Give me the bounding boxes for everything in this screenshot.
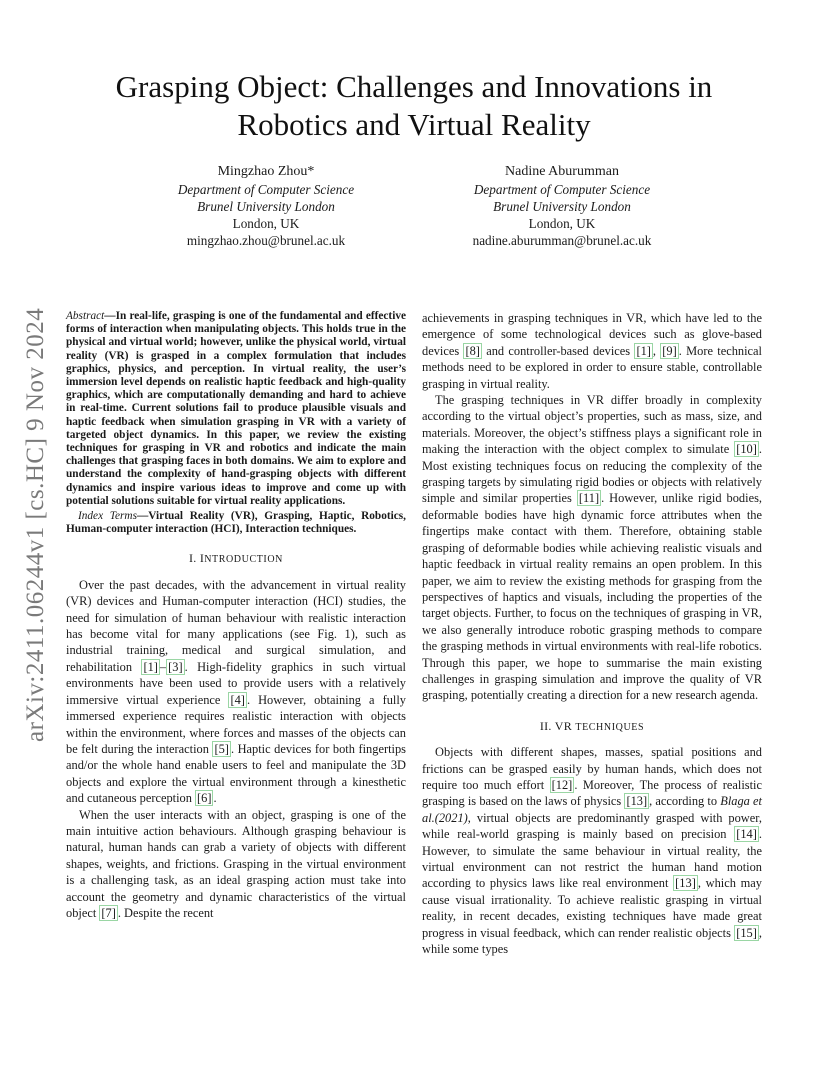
citation-link[interactable]: [4] xyxy=(230,692,245,707)
citation-link[interactable]: [5] xyxy=(214,741,229,756)
author-block-1 xyxy=(148,163,384,249)
abstract-text: In real-life, grasping is one of the fundamental and effective forms of interaction when manipulating objects. This holds true in the physical and virtual world; however, unlike the physical world, virtual reality (VR) is grasped in a complex formulation that includes graphics, physics, and perception. In virtual reality, the user’s immersion level depends on realistic haptic feedback and high-quality graphics, which are computationally demanding and hard to achieve in real-time. Current solutions fail to produce plausible visuals and haptic feedback when simulation grasping in VR with a variety of targeted object dynamics. In this paper, we review the existing techniques for grasping in VR and robotics and indicate the main challenges that grasping faces in both domains. We aim to explore and understand the complexity of hand-grasping objects with different dynamics and inspire various ideas to improve and come up with potential solutions suitable for virtual reality applications. xyxy=(66,310,406,507)
vr-paragraph-1: Objects with different shapes, masses, spatial positions and frictions can be grasped easily by human hands, which does not require too much effort [12] . Moreover, The process of realistic grasping is based on the laws of physics [13] , according to Blaga et al.(2021), virtual objects are predominantly grasped with power, while real-world grasping is mainly based on precision [14] . However, to simulate the same behaviour in virtual reality, the virtual environment can not restrict the human hand motion according to physics laws like real environment [13] , which may cause visual irrationality. To achieve realistic grasping in virtual reality, in recent decades, existing techniques have made great progress in visual feedback, which can render realistic objects [15] , while some types xyxy=(422,745,762,957)
section-heading-introduction: I. INTRODUCTION xyxy=(188,551,284,566)
left-column xyxy=(66,310,406,921)
intro-paragraph-2: When the user interacts with an object, grasping is one of the main intuitive action behaviours. Although grasping behaviour is natural, human hands can grab a variety of objects with different shapes, weights, and frictions. Grasping in the virtual environment is a challenging task, as an ideal grasping action must take into account the geometry and dynamic characteristics of the virtual object [7] . Despite the recent xyxy=(66,807,406,920)
citation-link[interactable]: [15] xyxy=(736,925,757,940)
author-location: London, UK xyxy=(528,216,596,231)
abstract-label: Abstract xyxy=(66,310,105,322)
index-terms: Index Terms—Virtual Reality (VR), Grasping, Haptic, Robotics, Human-computer interaction (HCI), Interaction techniques. xyxy=(66,510,407,536)
intro-paragraph-2-continued: achievements in grasping techniques in VR, which have led to the emergence of some technological devices such as glove-based devices [8] and controller-based devices [1] , [9] . More technical methods need to be explored in order to ensure stable, controllable grasping in virtual reality. xyxy=(422,311,763,391)
author-email[interactable]: nadine.aburumman@brunel.ac.uk xyxy=(472,233,652,248)
author-university: Brunel University London xyxy=(493,199,631,214)
citation-link[interactable]: [7] xyxy=(101,905,116,920)
section-heading-vr-techniques: II. VR TECHNIQUES xyxy=(539,718,645,733)
index-terms-text: Virtual Reality (VR), Grasping, Haptic, Robotics, Human-computer interaction (HCI), Interaction techniques. xyxy=(66,510,407,536)
author-university: Brunel University London xyxy=(197,199,335,214)
author-email[interactable]: mingzhao.zhou@brunel.ac.uk xyxy=(186,233,346,248)
author-name: Nadine Aburumman xyxy=(505,164,619,179)
cited-authors: Blaga et al.(2021) xyxy=(422,794,762,825)
citation-link[interactable]: [10] xyxy=(736,442,757,457)
citation-link[interactable]: [6] xyxy=(197,791,212,806)
intro-paragraph-1: Over the past decades, with the advancement in virtual reality (VR) devices and Human-computer interaction (HCI) studies, the need for simulation of human behaviour with realistic interaction has become vital for many applications (see Fig. 1), such as industrial training, medical and surgical simulation, and rehabilitation [1] – [3] . High-fidelity graphics in such virtual environments have been used to provide users with a relatively immersive virtual experience [4] . However, obtaining a fully immersed experience requires realistic interaction with objects within the environment, where forces and masses of the objects can be felt during the interaction [5] . Haptic devices for both fingertips and/or the whole hand enable users to feel and manipulate the 3D objects and explore the virtual environment through a kinesthetic and cutaneous perception [6] . xyxy=(66,577,406,806)
author-name: Mingzhao Zhou* xyxy=(217,164,315,179)
citation-link[interactable]: [8] xyxy=(465,343,480,358)
citation-link[interactable]: [9] xyxy=(662,343,677,358)
author-block-2 xyxy=(444,163,680,249)
arxiv-identifier: arXiv:2411.06244v1 [cs.HC] 9 Nov 2024 xyxy=(22,307,49,743)
abstract: Abstract—In real-life, grasping is one of the fundamental and effective forms of interaction when manipulating objects. This holds true in the physical and virtual world; however, unlike the physical world, virtual reality (VR) is grasped in a complex formulation that includes graphics, physics, and perception. In virtual reality, the user’s immersion level depends on realistic haptic feedback and high-quality graphics, which are computationally demanding and hard to achieve in real-time. Current solutions fail to produce plausible visuals and haptic feedback when simulation grasping in VR with a variety of targeted object dynamics. In this paper, we review the existing techniques for grasping in VR and robotics and indicate the main challenges that grasping faces in both domains. We aim to explore and understand the complexity of hand-grasping objects with different dynamics and inspire various ideas to improve and come up with potential solutions suitable for virtual reality applications. xyxy=(66,310,406,507)
author-location: London, UK xyxy=(232,216,300,231)
citation-link[interactable]: [14] xyxy=(736,827,757,842)
citation-link[interactable]: [13] xyxy=(626,794,648,809)
paper-title: Grasping Object: Challenges and Innovations in Robotics and Virtual Reality xyxy=(115,69,713,142)
citation-link[interactable]: [12] xyxy=(551,777,573,792)
right-column xyxy=(422,310,762,957)
citation-link[interactable]: [3] xyxy=(168,659,183,674)
author-department: Department of Computer Science xyxy=(473,182,651,197)
citation-link[interactable]: [11] xyxy=(578,491,600,506)
intro-paragraph-3: The grasping techniques in VR differ broadly in complexity according to the virtual object’s properties, such as mass, size, and materials. Moreover, the object’s stiffness plays a significant role in making the interaction with the object complex to simulate [10] . Most existing techniques focus on reducing the complexity of the grasping targets by simulating rigid bodies or objects with relatively simple and similar properties [11] . However, unlike rigid bodies, deformable bodies have high dynamic force attributes when the fingertips make contact with them. Therefore, obtaining stable grasping of deformable bodies while achieving realistic visuals and haptic feedback in virtual reality remains an open problem. In this paper, we aim to review the existing methods for grasping from the perspectives of haptics and visuals, including the properties of the target objects. Further, to focus on the techniques of grasping in VR, we also generally introduce robotic grasping methods to compare the grasping methods in virtual environments with real-life robotics. Through this paper, we hope to summarise the main existing challenges in grasping simulation and improve the quality of VR grasping, potentially creating a direction for a new research agenda. xyxy=(422,393,762,703)
citation-link[interactable]: [13] xyxy=(675,876,696,891)
author-department: Department of Computer Science xyxy=(177,182,355,197)
index-terms-label: Index Terms xyxy=(78,510,137,523)
citation-link[interactable]: [1] xyxy=(636,343,651,358)
citation-link[interactable]: [1] xyxy=(143,659,158,674)
